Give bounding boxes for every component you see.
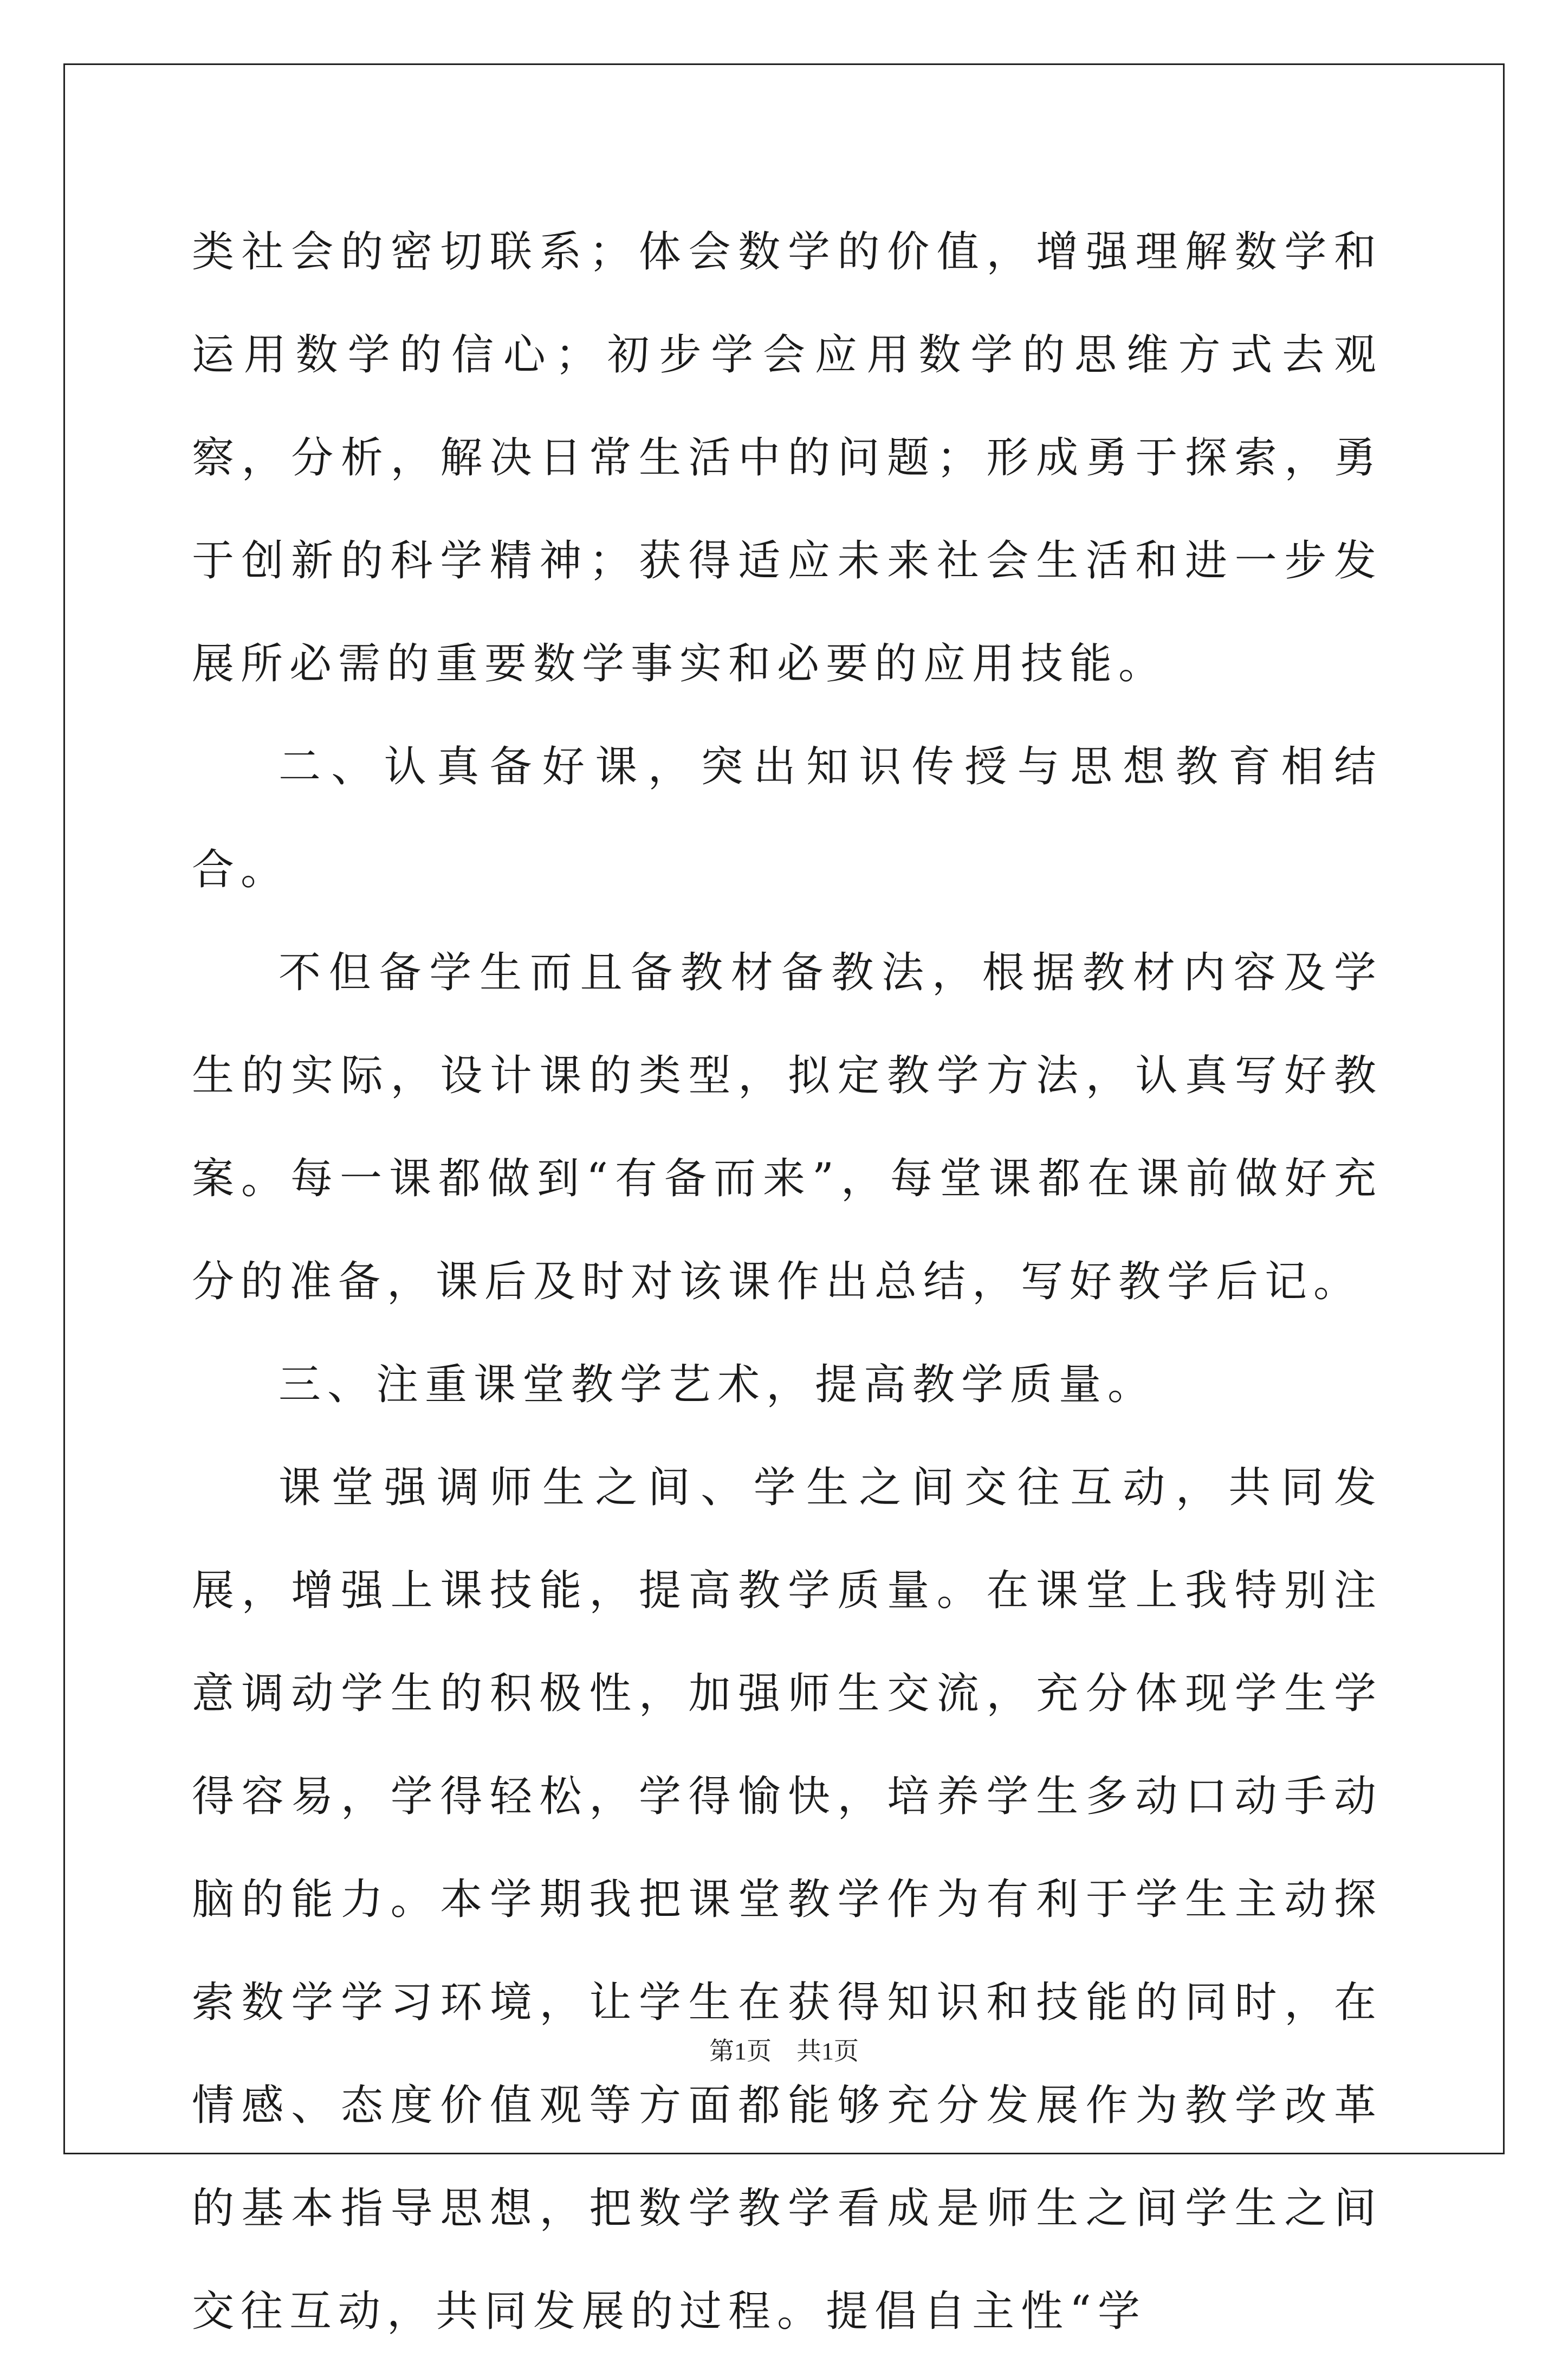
paragraph-5: 课堂强调师生之间、学生之间交往互动，共同发展，增强上课技能，提高教学质量。在课堂上我特别注意调动学生的积极性，加强师生交流，充分体现学生学得容易，学得轻松，学得愉快，培养学生多动口动手动脑的能力。本学期我把课堂教学作为有利于学生主动探索数学学习环境，让学生在获得知识和技能的同时，在情感、态度价值观等方面都能够充分发展作为教学改革的基本指导思想，把数学教学看成是师生之间学生之间交往互动，共同发展的过程。提倡自主性“学 [192, 1463, 1383, 2336]
page-total: 共1页 [796, 2037, 859, 2065]
paragraph-3: 不但备学生而且备教材备教法，根据教材内容及学生的实际，设计课的类型，拟定教学方法，认真写好教案。每一课都做到“有备而来”，每堂课都在课前做好充分的准备，课后及时对该课作出总结，写好教学后记。 [192, 948, 1383, 1306]
paragraph-2-heading: 二、认真备好课，突出知识传授与思想教育相结合。 [192, 743, 1383, 894]
page-footer [0, 2035, 1568, 2068]
paragraph-1: 类社会的密切联系；体会数学的价值，增强理解数学和运用数学的信心；初步学会应用数学的思维方式去观察，分析，解决日常生活中的问题；形成勇于探索，勇于创新的科学精神；获得适应未来社会生活和进一步发展所必需的重要数学事实和必要的应用技能。 [192, 228, 1383, 688]
page-number: 第1页 [709, 2037, 772, 2065]
paragraph-4-heading: 三、注重课堂教学艺术，提高教学质量。 [278, 1360, 1157, 1409]
